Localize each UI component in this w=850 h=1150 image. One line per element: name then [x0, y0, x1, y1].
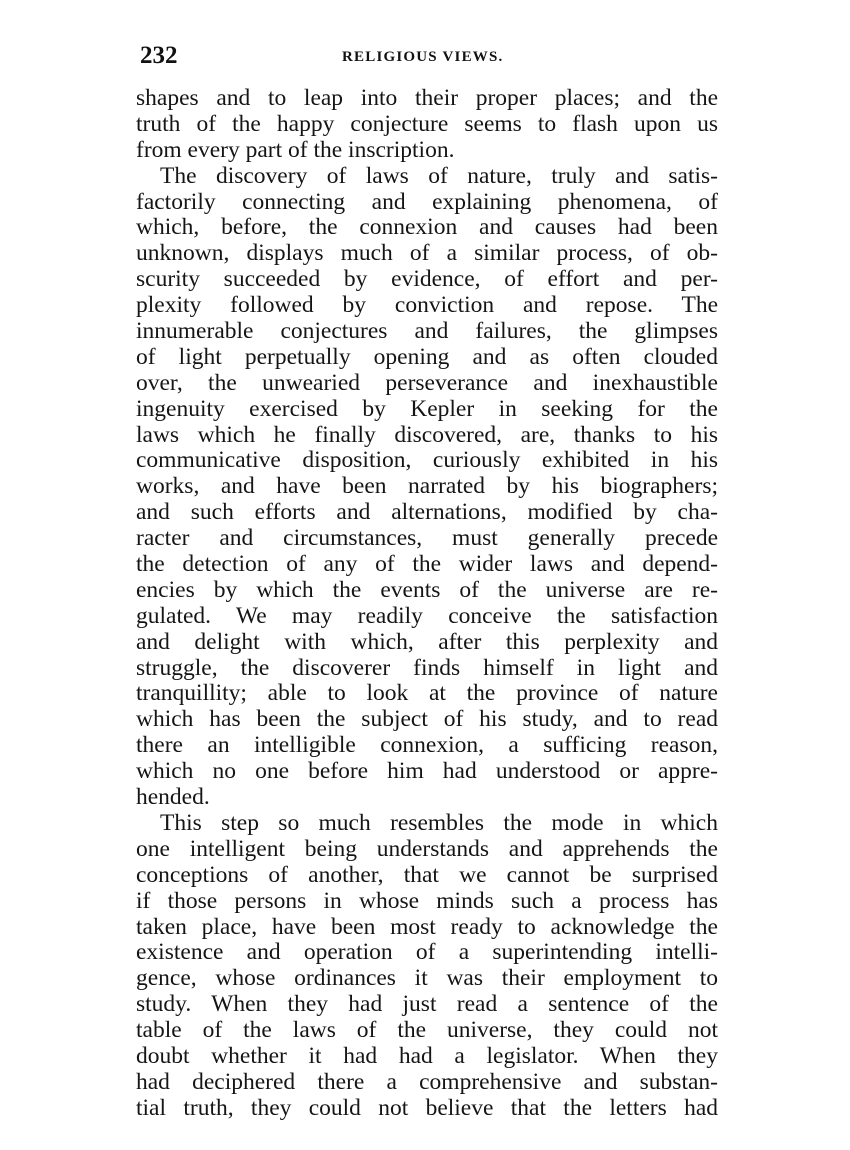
text-line: which has been the subject of his study, and to read — [136, 706, 718, 733]
text-line: shapes and to leap into their proper places; and the — [136, 85, 718, 111]
text-line: scurity succeeded by evidence, of effort and per- — [136, 266, 718, 293]
text-line: had deciphered there a comprehensive and substan- — [136, 1068, 718, 1095]
text-line: one intelligent being understands and apprehends the — [136, 835, 718, 862]
text-line: gence, whose ordinances it was their employment to — [136, 965, 718, 992]
text-line: taken place, have been most ready to acknowledge the — [136, 913, 718, 940]
page-number: 232 — [140, 42, 178, 69]
running-head: RELIGIOUS VIEWS. — [342, 49, 504, 65]
paragraph-first-line: This step so much resembles the mode in which — [160, 809, 718, 836]
text-line: tial truth, they could not believe that the letters had — [136, 1094, 718, 1121]
text-line: which no one before him had understood or appre- — [136, 758, 718, 785]
text-line: there an intelligible connexion, a sufficing reason, — [136, 732, 718, 759]
page-header — [140, 40, 716, 72]
text-line: study. When they had just read a sentence of the — [136, 991, 718, 1018]
text-line: gulated. We may readily conceive the satisfaction — [136, 602, 718, 629]
text-line: and such efforts and alternations, modified by cha- — [136, 499, 718, 526]
text-line: works, and have been narrated by his biographers; — [136, 473, 718, 500]
text-line: if those persons in whose minds such a process has — [136, 887, 718, 914]
text-line: table of the laws of the universe, they could not — [136, 1017, 718, 1044]
paragraph-first-line: The discovery of laws of nature, truly and satis- — [160, 162, 718, 189]
text-line: truth of the happy conjecture seems to flash upon us — [136, 110, 718, 137]
text-line: tranquillity; able to look at the province of nature — [136, 680, 718, 707]
text-line: encies by which the events of the universe are re- — [136, 576, 718, 603]
text-line: ingenuity exercised by Kepler in seeking for the — [136, 395, 718, 422]
text-line: hended. — [136, 784, 210, 811]
text-line: factorily connecting and explaining phenomena, of — [136, 188, 718, 215]
text-line: laws which he finally discovered, are, thanks to his — [136, 421, 718, 448]
text-line: innumerable conjectures and failures, the glimpses — [136, 318, 718, 345]
text-line: communicative disposition, curiously exhibited in his — [136, 447, 718, 474]
body-text — [136, 86, 718, 1122]
text-line: and delight with which, after this perplexity and — [136, 628, 718, 655]
text-line: over, the unwearied perseverance and inexhaustible — [136, 369, 718, 396]
text-line: the detection of any of the wider laws and depend- — [136, 551, 718, 578]
text-line: conceptions of another, that we cannot be surprised — [136, 861, 718, 888]
text-line: unknown, displays much of a similar process, of ob- — [136, 240, 718, 267]
text-line: which, before, the connexion and causes had been — [136, 214, 718, 241]
text-line: struggle, the discoverer finds himself in light and — [136, 654, 718, 681]
text-line: existence and operation of a superintending intelli- — [136, 939, 718, 966]
text-line: of light perpetually opening and as often clouded — [136, 343, 718, 370]
text-line: plexity followed by conviction and repose. The — [136, 292, 718, 319]
text-line: doubt whether it had had a legislator. When they — [136, 1042, 718, 1069]
text-line: from every part of the inscription. — [136, 136, 455, 163]
text-line: racter and circumstances, must generally precede — [136, 525, 718, 552]
